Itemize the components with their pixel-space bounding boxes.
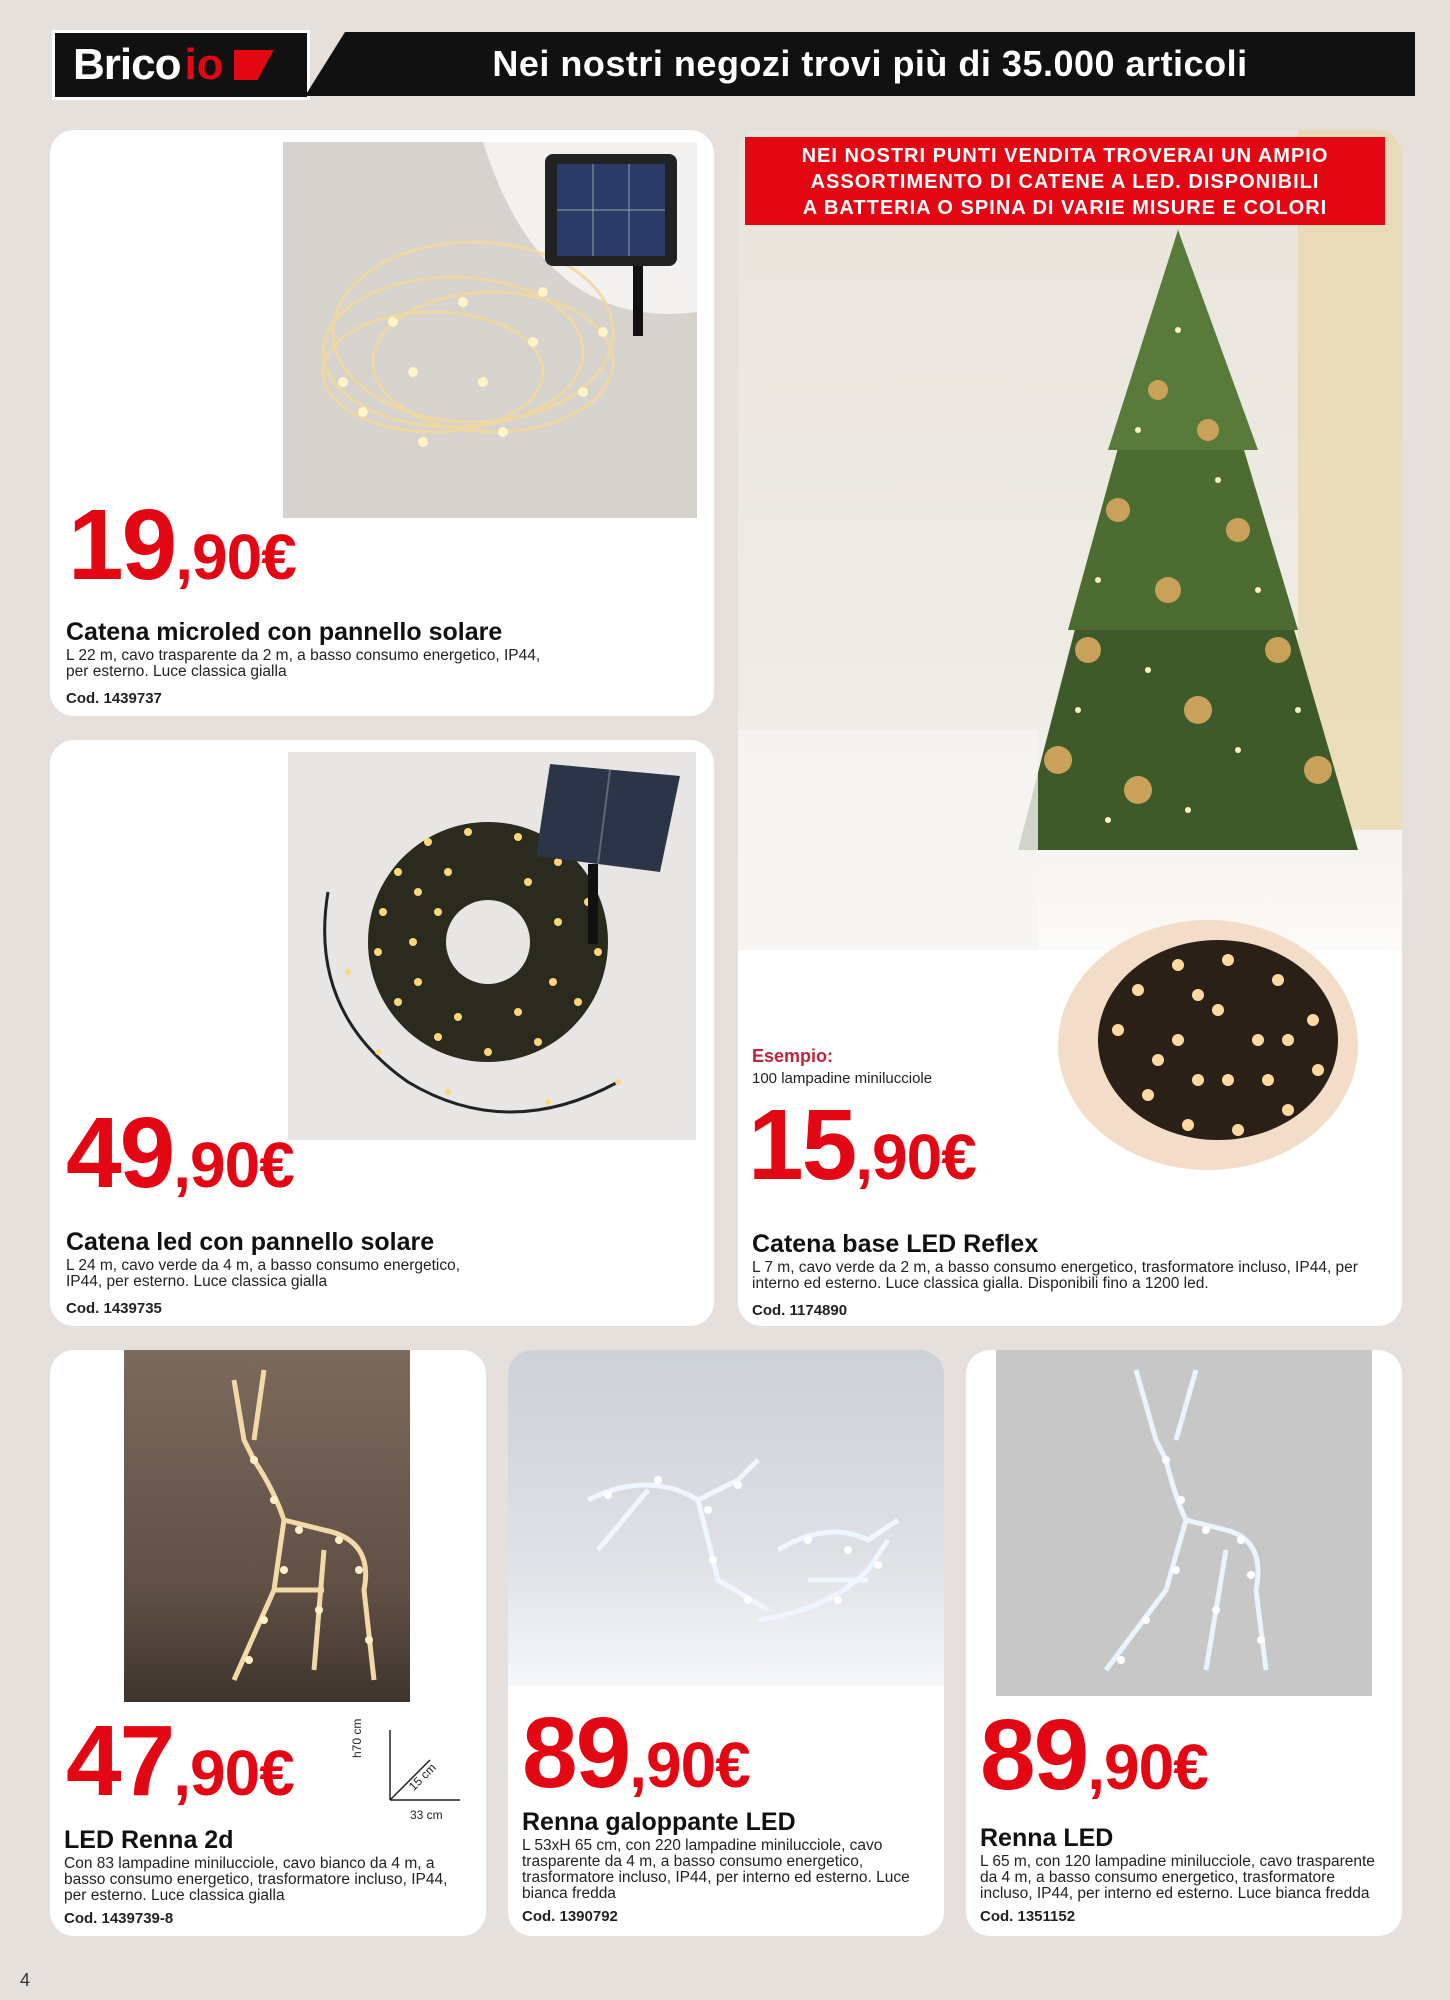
price-decimal: ,90€ <box>175 521 296 593</box>
product-title: Catena microled con pannello solare <box>66 618 503 646</box>
price <box>68 488 296 603</box>
price-integer: 47 <box>66 1705 174 1817</box>
product-card-led-solare[interactable] <box>50 740 714 1326</box>
brand-logo[interactable] <box>52 30 310 100</box>
product-title: Catena led con pannello solare <box>66 1228 435 1256</box>
product-code: Cod. 1439739-8 <box>64 1910 174 1927</box>
product-title: Renna galoppante LED <box>522 1808 796 1836</box>
christmas-tree-photo <box>738 130 1402 950</box>
product-description: L 7 m, cavo verde da 2 m, a basso consumo energetico, trasformatore incluso, IP44, per interno ed esterno. Luce classica gialla. Disponibili fino a 1200 led. <box>752 1259 1358 1292</box>
price-decimal: ,90€ <box>173 1737 294 1809</box>
example-label: Esempio: <box>752 1046 834 1066</box>
product-description: L 24 m, cavo verde da 4 m, a basso consumo energetico, IP44, per esterno. Luce classica gialla <box>66 1257 461 1290</box>
banner-line: ASSORTIMENTO DI CATENE A LED. DISPONIBILI <box>810 171 1320 193</box>
product-description: L 65 m, con 120 lampadine minilucciole, cavo trasparente da 4 m, a basso consumo energetico, trasformatore incluso, IP44, per interno ed esterno. Luce bianca fredda <box>980 1853 1375 1902</box>
price-integer: 15 <box>748 1089 856 1201</box>
price-decimal: ,90€ <box>1087 1731 1208 1803</box>
price-integer: 89 <box>522 1697 630 1809</box>
product-card-led-reflex[interactable] <box>738 130 1402 1326</box>
product-code: Cod. 1174890 <box>752 1302 848 1319</box>
product-photo-led-solare <box>288 752 696 1140</box>
product-description: L 53xH 65 cm, con 220 lampadine minilucciole, cavo trasparente da 4 m, a basso consumo energetico, trasformatore incluso, IP44, per interno ed esterno. Luce bianca fredda <box>522 1837 910 1902</box>
price <box>66 1704 294 1819</box>
example-text: 100 lampadine minilucciole <box>752 1070 933 1087</box>
dimension-width: 33 cm <box>410 1808 443 1822</box>
product-code: Cod. 1390792 <box>522 1908 618 1925</box>
product-photo-renna-2d <box>124 1350 410 1702</box>
product-code: Cod. 1439735 <box>66 1300 162 1317</box>
product-card-renna-led[interactable] <box>966 1350 1402 1936</box>
product-title: Renna LED <box>980 1824 1114 1852</box>
product-description: Con 83 lampadine minilucciole, cavo bianco da 4 m, a basso consumo energetico, trasformatore incluso, IP44, per esterno. Luce classica gialla <box>64 1855 448 1904</box>
product-title: LED Renna 2d <box>64 1826 234 1854</box>
product-description: L 22 m, cavo trasparente da 2 m, a basso consumo energetico, IP44, per esterno. Luce classica gialla <box>66 647 541 680</box>
price <box>748 1088 976 1203</box>
price <box>522 1696 750 1811</box>
price-decimal: ,90€ <box>629 1729 750 1801</box>
product-photo-microled <box>283 142 697 518</box>
product-card-renna-galoppante[interactable] <box>508 1350 944 1936</box>
dimension-height: h70 cm <box>350 1718 364 1758</box>
led-chain-photo <box>1058 910 1374 1170</box>
page-number: 4 <box>20 1970 31 1990</box>
logo-accent: io <box>184 40 224 89</box>
banner-line: A BATTERIA O SPINA DI VARIE MISURE E COLORI <box>802 197 1328 219</box>
product-photo-renna-galoppante <box>508 1350 944 1686</box>
price <box>980 1698 1208 1813</box>
dimension-depth: 15 cm <box>405 1760 439 1794</box>
product-code: Cod. 1351152 <box>980 1908 1076 1925</box>
product-card-renna-2d[interactable] <box>50 1350 486 1936</box>
price-integer: 49 <box>66 1097 174 1209</box>
price-decimal: ,90€ <box>855 1121 976 1193</box>
promo-banner <box>745 137 1385 225</box>
price-integer: 89 <box>980 1699 1088 1811</box>
product-title: Catena base LED Reflex <box>752 1230 1039 1258</box>
price-integer: 19 <box>68 489 176 601</box>
product-code: Cod. 1439737 <box>66 690 162 707</box>
logo-text: Brico <box>73 40 181 89</box>
price-decimal: ,90€ <box>173 1129 294 1201</box>
product-photo-renna-led <box>996 1350 1372 1696</box>
product-card-microled[interactable] <box>50 130 714 716</box>
logo-flag-icon <box>234 50 274 80</box>
header-tagline: Nei nostri negozi trovi più di 35.000 articoli <box>492 43 1248 84</box>
banner-line: NEI NOSTRI PUNTI VENDITA TROVERAI UN AMPIO <box>801 145 1329 167</box>
price <box>66 1096 294 1211</box>
